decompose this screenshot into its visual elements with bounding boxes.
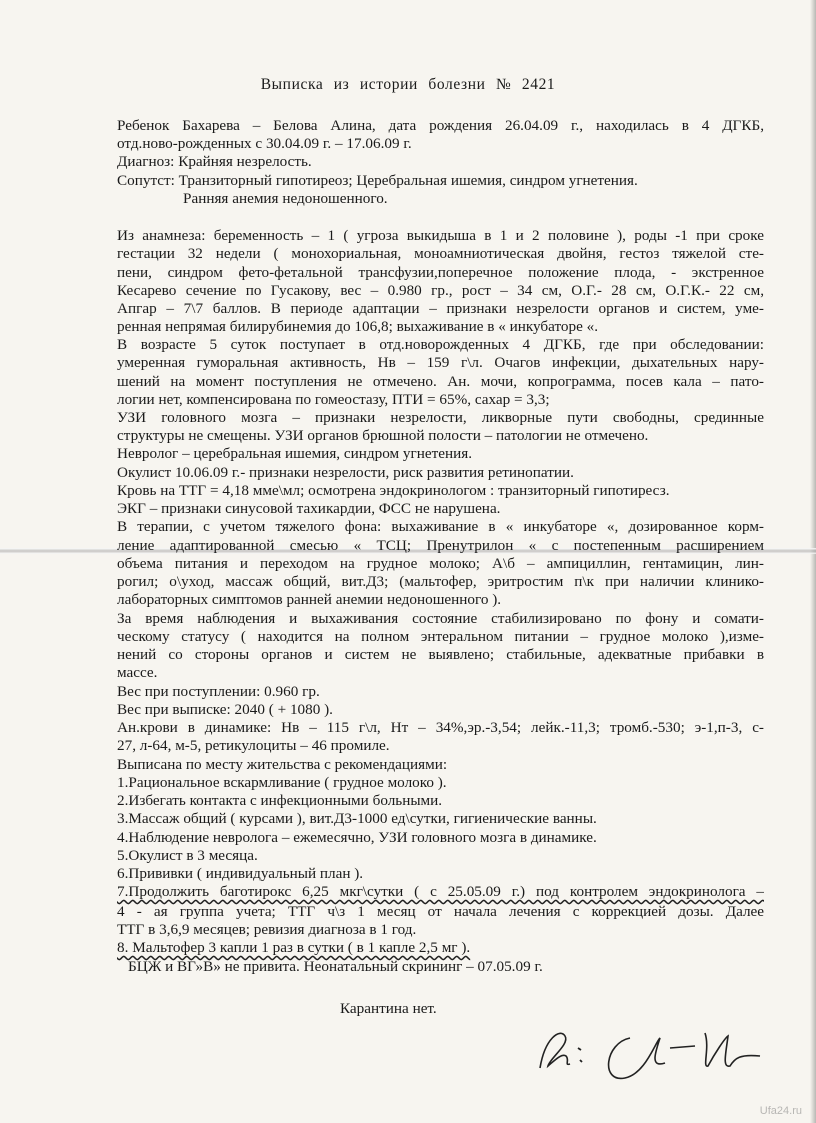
- anemia-line: Ранняя анемия недоношенного.: [183, 190, 388, 207]
- tsh-line: Кровь на ТТГ = 4,18 мме\мл; осмотрена эндокринологом : транзиторный гипотиресз.: [117, 482, 670, 499]
- observation-line: ческому статусу ( находится на полном энтеральном питании – грудное молоко ),изме-: [117, 628, 764, 645]
- admission-weight-line: Вес при поступлении: 0.960 гр.: [117, 683, 320, 700]
- anamnesis-line: пени, синдром фето-фетальной трансфузии,поперечное положение плода, - экстренное: [117, 264, 764, 281]
- observation-line: массе.: [117, 664, 158, 681]
- anamnesis-line: ренная непрямая билирубинемия до 106,8; выхаживание в « инкубаторе «.: [117, 318, 599, 335]
- admission-line: В возрасте 5 суток поступает в отд.новорожденных 4 ДГКБ, где при обследовании:: [117, 336, 764, 353]
- quarantine-line: Карантина нет.: [340, 1000, 437, 1017]
- recommendation-item: 7.Продолжить баготирокс 6,25 мкг\сутки ( с 25.05.09 г.) под контролем эндокринолога –: [117, 883, 764, 900]
- recommendation-item: ТТГ в 3,6,9 месяцев; ревизия диагноза в 1 год.: [117, 921, 417, 938]
- therapy-line: лабораторных симптомов ранней анемии недоношенного ).: [117, 591, 502, 608]
- handwritten-signature: [520, 1008, 770, 1088]
- ecg-line: ЭКГ – признаки синусовой тахикардии, ФСС не нарушена.: [117, 500, 501, 517]
- recommendations-heading: Выписана по месту жительства с рекомендациями:: [117, 756, 448, 773]
- document-title: Выписка из истории болезни № 2421: [260, 76, 556, 93]
- recommendation-item: 5.Окулист в 3 месяца.: [117, 847, 258, 864]
- therapy-line: ление адаптированной смесью « ТСЦ; Пренутрилон « с постепенным расширением: [117, 537, 764, 554]
- ultrasound-line: УЗИ головного мозга – признаки незрелости, ликворные пути свободны, срединные: [117, 409, 764, 426]
- concomitant-line: Сопутст: Транзиторный гипотиреоз; Церебральная ишемия, синдром угнетения.: [117, 172, 638, 189]
- ultrasound-line: структуры не смещены. УЗИ органов брюшной полости – патологии не отмечено.: [117, 427, 649, 444]
- observation-line: нений со стороны органов и систем не выявлено; стабильные, адекватные прибавки в: [117, 646, 764, 663]
- therapy-line: В терапии, с учетом тяжелого фона: выхаживание в « инкубаторе «, дозированное корм-: [117, 518, 764, 535]
- anamnesis-line: Апгар – 7\7 баллов. В периоде адаптации – признаки незрелости органов и систем, уме-: [117, 300, 764, 317]
- recommendation-item: 8. Мальтофер 3 капли 1 раз в сутки ( в 1 капле 2,5 мг ).: [117, 939, 471, 956]
- watermark: Ufa24.ru: [759, 1105, 802, 1117]
- admission-line: логии нет, компенсирована по гомеостазу, ПТИ = 65%, сахар = 3,3;: [117, 391, 550, 408]
- patient-line: Ребенок Бахарева – Белова Алина, дата рождения 26.04.09 г., находилась в 4 ДГКБ,: [117, 117, 764, 134]
- therapy-line: объема питания и переходом на грудное молоко; А\б – ампициллин, гентамицин, лин-: [117, 555, 764, 572]
- anamnesis-line: Кесарево сечение по Гусакову, вес – 0.980 гр., рост – 34 см, О.Г.- 28 см, О.Г.К.- 22 см,: [117, 282, 764, 299]
- blood-test-line: 27, л-64, м-5, ретикулоциты – 46 промиле.: [117, 737, 390, 754]
- diagnosis-line: Диагноз: Крайняя незрелость.: [117, 153, 312, 170]
- blood-test-line: Ан.крови в динамике: Нв – 115 г\л, Нт – 34%,эр.-3,54; лейк.-11,3; тромб.-530; э-1,п-3, с-: [117, 719, 764, 736]
- neurologist-line: Невролог – церебральная ишемия, синдром угнетения.: [117, 445, 473, 462]
- vaccination-line: БЦЖ и ВГ»В» не привита. Неонатальный скрининг – 07.05.09 г.: [128, 958, 543, 975]
- oculist-line: Окулист 10.06.09 г.- признаки незрелости, риск развития ретинопатии.: [117, 464, 574, 481]
- discharge-weight-line: Вес при выписке: 2040 ( + 1080 ).: [117, 701, 333, 718]
- recommendation-item: 4 - ая группа учета; ТТГ ч\з 1 месяц от начала лечения с коррекцией дозы. Далее: [117, 903, 764, 920]
- recommendation-item: 2.Избегать контакта с инфекционными больными.: [117, 792, 443, 809]
- recommendation-item: 6.Прививки ( индивидуальный план ).: [117, 865, 364, 882]
- anamnesis-line: Из анамнеза: беременность – 1 ( угроза выкидыша в 1 и 2 половине ), роды -1 при сроке: [117, 227, 764, 244]
- recommendation-item: 3.Массаж общий ( курсами ), вит.Д3-1000 ед\сутки, гигиенические ванны.: [117, 810, 597, 827]
- observation-line: За время наблюдения и выхаживания состояние стабилизировано по фону и сомати-: [117, 610, 764, 627]
- recommendation-item: 4.Наблюдение невролога – ежемесячно, УЗИ головного мозга в динамике.: [117, 829, 597, 846]
- anamnesis-line: гестации 32 недели ( монохориальная, моноамниотическая двойня, гестоз тяжелой сте-: [117, 245, 764, 262]
- admission-line: умеренная гуморальная активность, Нв – 159 г\л. Очагов инфекции, дыхательных нару-: [117, 354, 764, 371]
- department-line: отд.ново-рожденных с 30.04.09 г. – 17.06.09 г.: [117, 135, 412, 152]
- recommendation-item: 1.Рациональное вскармливание ( грудное молоко ).: [117, 774, 447, 791]
- page-edge-shadow: [810, 0, 816, 1123]
- therapy-line: рогил; о\уход, массаж общий, вит.Д3; (мальтофер, эритростим п\к при наличии клинико-: [117, 573, 764, 590]
- admission-line: шений на момент поступления не отмечено. Ан. мочи, копрограмма, посев кала – пато-: [117, 373, 764, 390]
